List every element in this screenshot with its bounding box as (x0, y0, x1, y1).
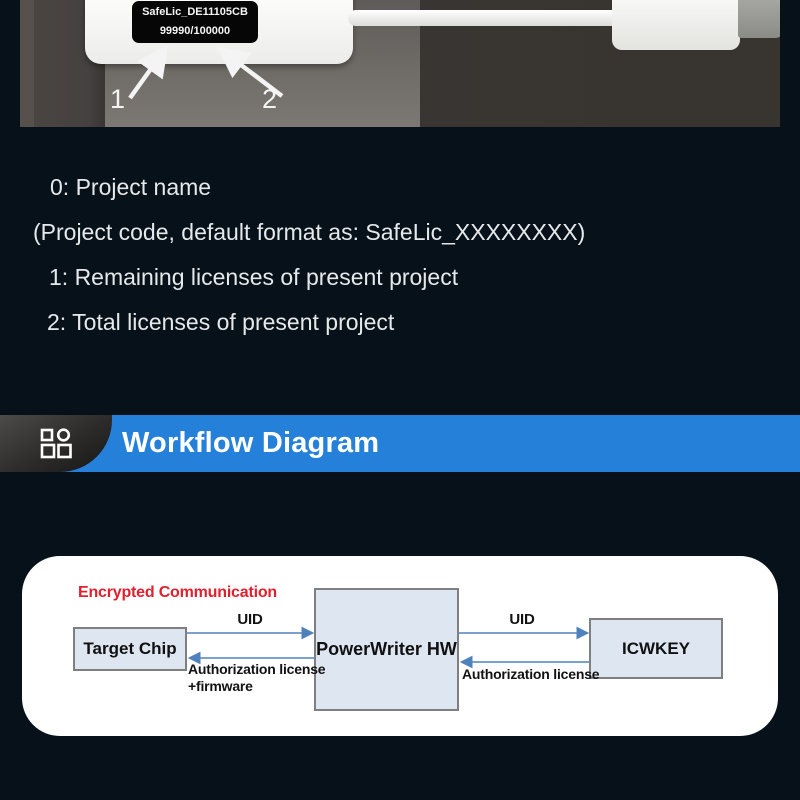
device-project-name: SafeLic_DE11105CB (142, 6, 248, 18)
edge-label-authorization-license-left: Authorization license (188, 661, 326, 677)
callout-arrows (20, 0, 780, 127)
description-line-0: 0: Project name (50, 174, 212, 200)
product-photo (20, 0, 780, 127)
workflow-diagram-card (22, 556, 778, 736)
device-license-count: 99990/100000 (159, 25, 231, 38)
diagram-title: Encrypted Communication (78, 584, 277, 601)
callout-label-1: 1 (110, 84, 126, 114)
description-line-1: (Project code, default format as: SafeLic_XXXXXXXX) (33, 219, 586, 245)
edge-label-uid-right: UID (509, 611, 535, 628)
description-line-2: 1: Remaining licenses of present project (49, 264, 459, 290)
node-icwkey: ICWKEY (589, 618, 723, 679)
callout-arrow-1 (130, 52, 163, 98)
edge-label-uid-left: UID (237, 611, 263, 628)
node-powerwriter-hw: PowerWriter HW (314, 588, 459, 711)
description-line-3: 2: Total licenses of present project (47, 309, 395, 335)
section-icon-badge (0, 415, 112, 472)
section-header (0, 415, 800, 472)
edge-label-plus-firmware: +firmware (188, 678, 253, 694)
grid-components-icon (40, 428, 72, 460)
callout-label-2: 2 (262, 84, 278, 114)
section-title: Workflow Diagram (122, 427, 380, 459)
edge-label-authorization-license-right: Authorization license (462, 666, 600, 682)
node-target-chip: Target Chip (73, 627, 187, 671)
